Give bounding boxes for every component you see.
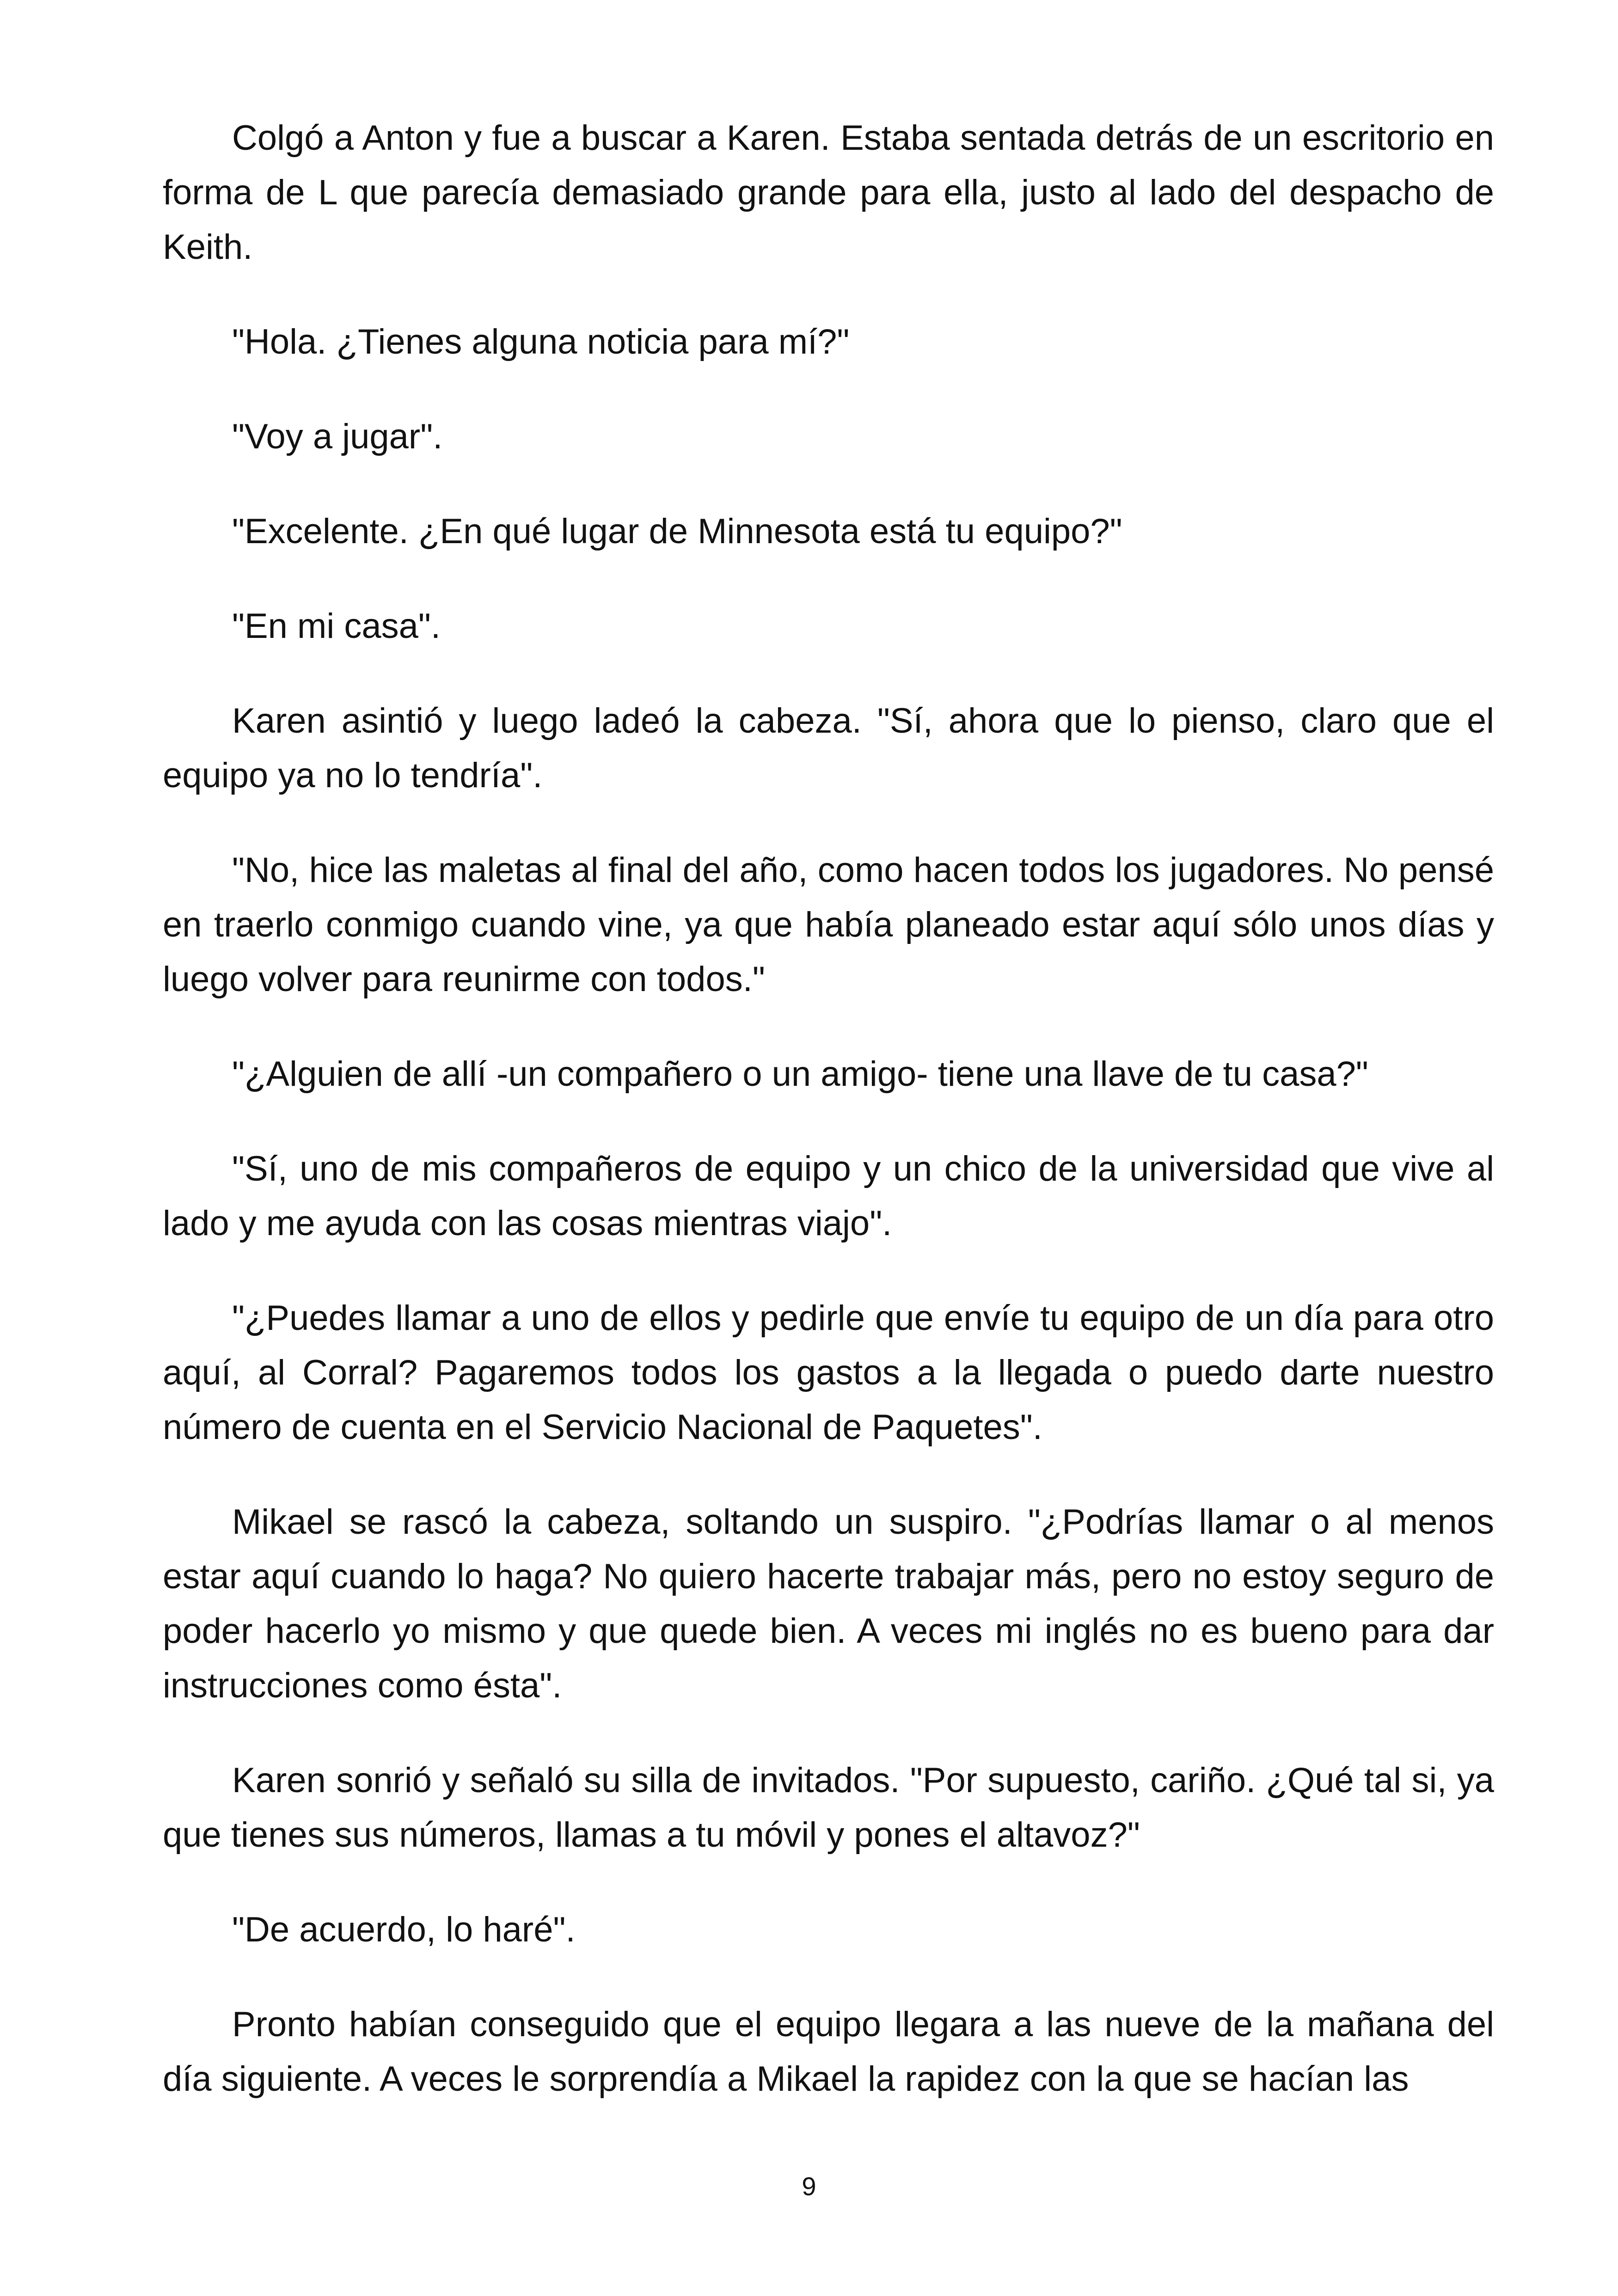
paragraph: "Sí, uno de mis compañeros de equipo y un chico de la universidad que vive al lado y me ayuda con las cosas mientras viajo". <box>163 1149 1494 1243</box>
paragraph: Karen sonrió y señaló su silla de invitados. "Por supuesto, cariño. ¿Qué tal si, ya que tienes sus números, llamas a tu móvil y pones el altavoz?" <box>163 1761 1494 1855</box>
paragraph: "¿Alguien de allí -un compañero o un amigo- tiene una llave de tu casa?" <box>232 1054 1368 1094</box>
paragraph: "Excelente. ¿En qué lugar de Minnesota está tu equipo?" <box>232 512 1122 551</box>
text-body <box>163 111 1494 2147</box>
paragraph: Colgó a Anton y fue a buscar a Karen. Estaba sentada detrás de un escritorio en forma de L que parecía demasiado grande para ella, justo al lado del despacho de Keith. <box>163 118 1494 267</box>
paragraph: "En mi casa". <box>232 606 441 646</box>
paragraph: "Voy a jugar". <box>232 417 443 456</box>
paragraph: "Hola. ¿Tienes alguna noticia para mí?" <box>232 322 850 361</box>
paragraph: "¿Puedes llamar a uno de ellos y pedirle que envíe tu equipo de un día para otro aquí, al Corral? Pagaremos todos los gastos a la llegada o puedo darte nuestro número de cuenta en el Servicio Nacional de Paquetes". <box>163 1298 1494 1447</box>
paragraph: Mikael se rascó la cabeza, soltando un suspiro. "¿Podrías llamar o al menos estar aquí cuando lo haga? No quiero hacerte trabajar más, pero no estoy seguro de poder hacerlo yo mismo y que quede bien. A veces mi inglés no es bueno para dar instrucciones como ésta". <box>163 1502 1494 1705</box>
paragraph: Pronto habían conseguido que el equipo llegara a las nueve de la mañana del día siguiente. A veces le sorprendía a Mikael la rapidez con la que se hacían las <box>163 2005 1494 2099</box>
page-number: 9 <box>802 2172 816 2201</box>
paragraph: "No, hice las maletas al final del año, como hacen todos los jugadores. No pensé en traerlo conmigo cuando vine, ya que había planeado estar aquí sólo unos días y luego volver para reunirme con todos." <box>163 851 1494 999</box>
paragraph: Karen asintió y luego ladeó la cabeza. "Sí, ahora que lo pienso, claro que el equipo ya no lo tendría". <box>163 701 1494 795</box>
paragraph: "De acuerdo, lo haré". <box>232 1910 576 1949</box>
